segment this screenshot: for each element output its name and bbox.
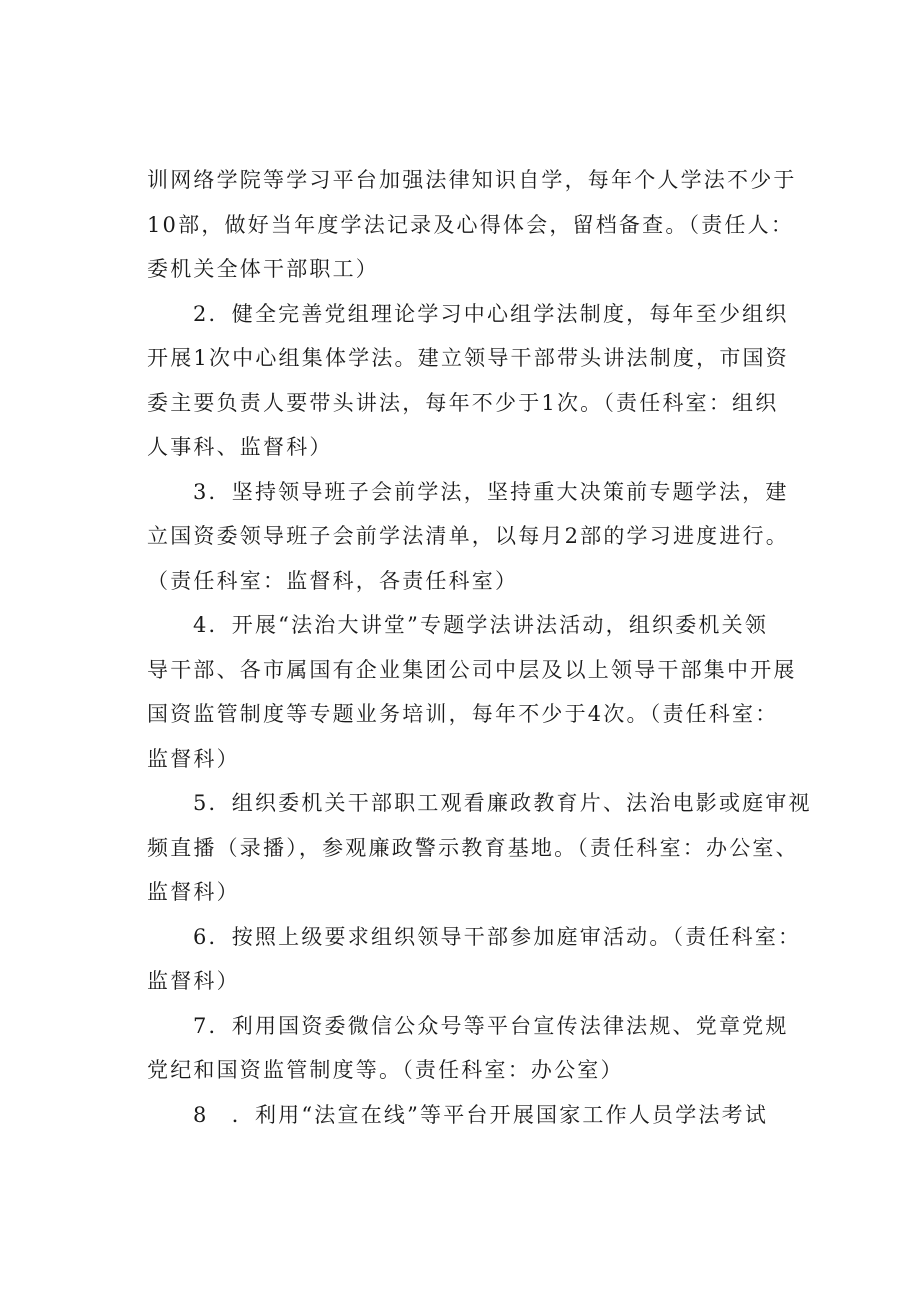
text-line: 训网络学院等学习平台加强法律知识自学，每年个人学法不少于 [147, 168, 797, 192]
text-line: 党纪和国资监管制度等。（责任科室：办公室） [147, 1058, 624, 1082]
text-line: 委主要负责人要带头讲法，每年不少于1次。（责任科室：组织 [147, 390, 779, 415]
text-line: 5．组织委机关干部职工观看廉政教育片、法治电影或庭审视 [193, 791, 812, 815]
text-line: 人事科、监督科） [147, 435, 333, 459]
text-line: 国资监管制度等专题业务培训，每年不少于4次。（责任科室： [147, 702, 779, 726]
text-line: 开展1次中心组集体学法。建立领导干部带头讲法制度，市国资 [147, 346, 789, 370]
document-body [147, 158, 817, 1137]
text-line: 10部，做好当年度学法记录及心得体会，留档备查。（责任人： [147, 212, 795, 237]
text-line: 委机关全体干部职工） [147, 257, 379, 281]
text-line: 2．健全完善党组理论学习中心组学法制度，每年至少组织 [193, 301, 789, 326]
text-line: 监督科） [147, 746, 240, 771]
text-line: 导干部、各市属国有企业集团公司中层及以上领导干部集中开展 [147, 657, 797, 682]
text-line: 4．开展“法治大讲堂”专题学法讲法活动，组织委机关领 [193, 613, 769, 637]
text-line: 3．坚持领导班子会前学法，坚持重大决策前专题学法，建 [193, 479, 789, 504]
text-line: 监督科） [147, 969, 240, 993]
text-line: （责任科室：监督科，各责任科室） [147, 568, 519, 593]
text-line: 频直播（录播），参观廉政警示教育基地。（责任科室：办公室、 [147, 835, 799, 860]
text-line: 8 ．利用“法宣在线”等平台开展国家工作人员学法考试 [193, 1102, 769, 1127]
text-line: 立国资委领导班子会前学法清单，以每月2部的学习进度进行。 [147, 524, 789, 548]
text-line: 6．按照上级要求组织领导干部参加庭审活动。（责任科室： [193, 924, 802, 949]
text-line: 监督科） [147, 880, 240, 904]
text-line: 7．利用国资委微信公众号等平台宣传法律法规、党章党规 [193, 1013, 789, 1038]
